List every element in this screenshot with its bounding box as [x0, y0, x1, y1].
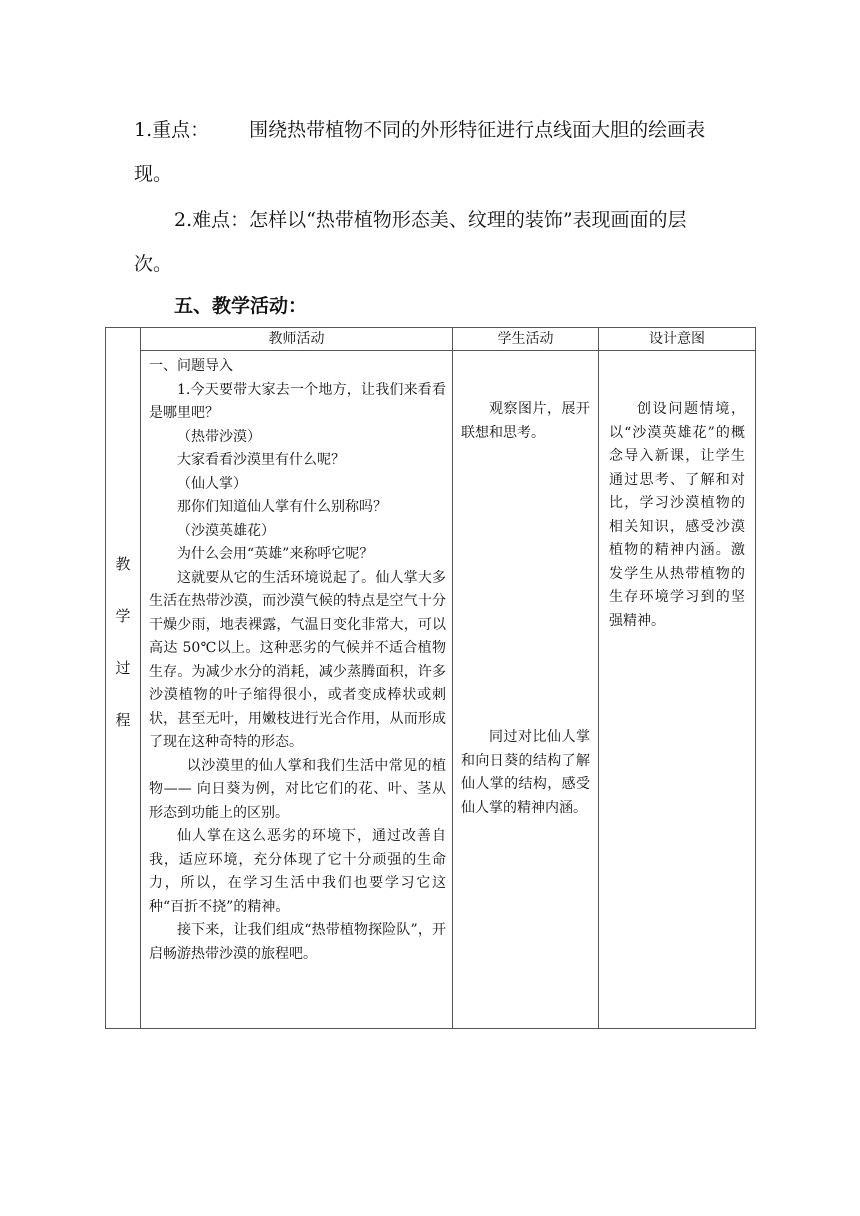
teacher-line: （沙漠英雄花）: [177, 522, 275, 539]
process-label-char: 程: [115, 711, 131, 729]
section-heading: 五、教学活动：: [174, 295, 308, 317]
teacher-activity-cell: [141, 351, 453, 1029]
teacher-line: （仙人掌）: [177, 475, 247, 492]
teacher-line: 大家看看沙漠里有什么呢？: [177, 452, 345, 468]
teacher-paragraph: 仙人掌在这么恶劣的环境下，通过改善自我，适应环境，充分体现了它十分顽强的生命力，所以，在学习生活中我们也要学习它这种“百折不挠”的精神。: [149, 828, 446, 915]
activity-table: [105, 327, 756, 1029]
key-point-1: [134, 108, 734, 196]
teacher-line: 1.今天要带大家去一个地方，让我们来看看是哪里吧？: [149, 381, 446, 421]
process-label-char: 学: [115, 607, 131, 625]
process-label-char: 教: [115, 555, 131, 573]
design-paragraph: 创设问题情境，以“沙漠英雄花”的概念导入新课，让学生通过思考、了解和对比，学习沙漠植物的相关知识，感受沙漠植物的精神内涵。激发学生从热带植物的生存环境学习到的坚强精神。: [609, 401, 745, 629]
key-point-2-line2: 次。: [134, 253, 173, 275]
key-point-2-line1: 2.难点：怎样以“热带植物形态美、纹理的装饰”表现画面的层: [174, 209, 687, 231]
teacher-paragraph: 接下来，让我们组成“热带植物探险队”，开启畅游热带沙漠的旅程吧。: [149, 922, 446, 962]
teacher-line: 为什么会用“英雄”来称呼它呢？: [177, 546, 374, 562]
table-header-row: [106, 328, 756, 351]
header-teacher: 教师活动: [141, 328, 453, 351]
design-intent-cell: [599, 351, 756, 1029]
header-design: 设计意图: [599, 328, 756, 351]
header-student: 学生活动: [453, 328, 599, 351]
process-side-cell: [106, 328, 141, 1029]
student-paragraph: 观察图片，展开联想和思考。: [461, 401, 590, 441]
key-point-1-text: 围绕热带植物不同的外形特征进行点线面大胆的绘画表现。: [134, 119, 706, 185]
teacher-line: 一、问题导入: [149, 358, 233, 374]
process-label: [106, 553, 140, 761]
process-label-char: 过: [115, 659, 131, 677]
student-paragraph: 同过对比仙人掌和向日葵的结构了解仙人掌的结构，感受仙人掌的精神内涵。: [461, 729, 590, 816]
student-activity-cell: [453, 351, 599, 1029]
table-body-row: [106, 351, 756, 1029]
teacher-paragraph: 以沙漠里的仙人掌和我们生活中常见的植物—— 向日葵为例，对比它们的花、叶、茎从形态到功能上的区别。: [149, 757, 446, 821]
teacher-line: 那你们知道仙人掌有什么别称吗？: [177, 499, 387, 515]
key-point-1-label: 1.重点：: [134, 119, 210, 141]
teacher-line: （热带沙漠）: [177, 428, 261, 445]
teacher-paragraph: 这就要从它的生活环境说起了。仙人掌大多生活在热带沙漠，而沙漠气候的特点是空气十分干燥少雨，地表裸露，气温日变化非常大，可以高达 50℃以上。这种恶劣的气候并不适合植物生存。为减少水分的消耗，减少蒸腾面积，许多沙漠植物的叶子缩得很小，或者变成棒状或刺状，甚至无叶，用嫩枝进行光合作用，从而形成了现在这种奇特的形态。: [149, 569, 446, 750]
